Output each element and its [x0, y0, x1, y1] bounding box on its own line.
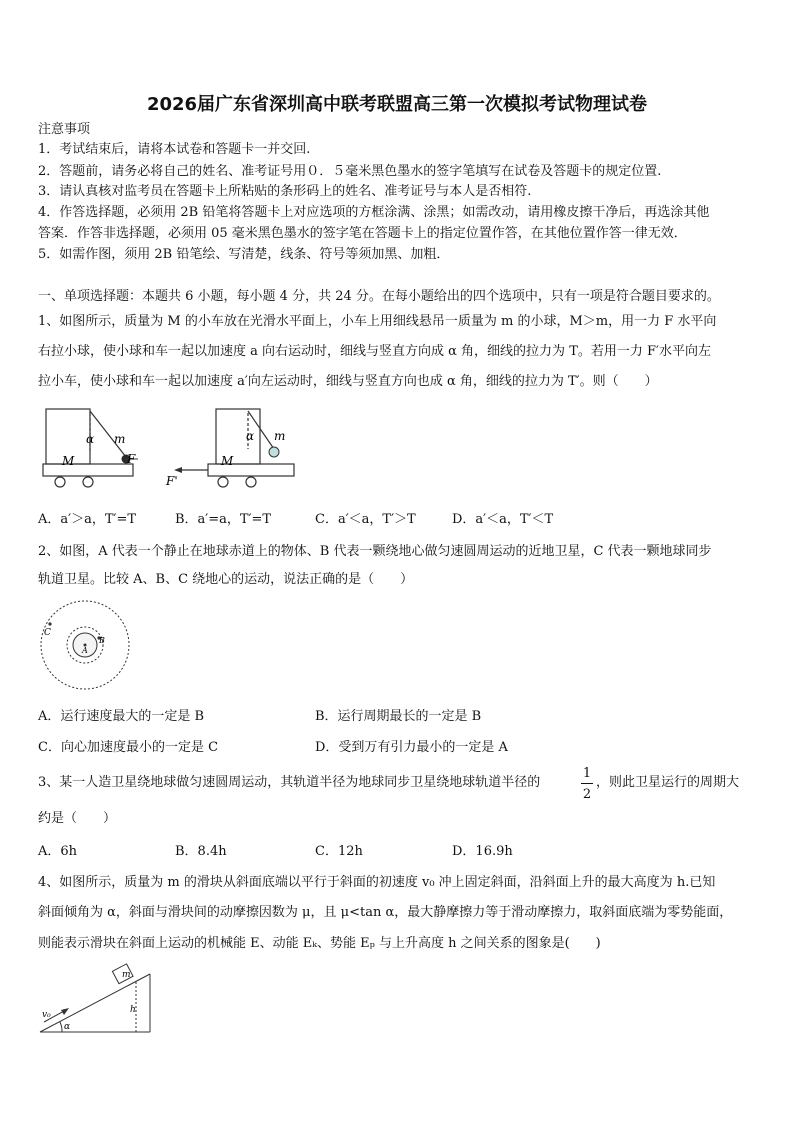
- notice-item: 3．请认真核对监考员在答题卡上所粘贴的条形码上的姓名、准考证号与本人是否相符.: [38, 184, 532, 199]
- ball-icon: [269, 447, 279, 457]
- q1-figure: [38, 405, 298, 495]
- alpha-label: α: [246, 429, 255, 443]
- m-label: m: [114, 432, 126, 446]
- F-prime-label: F': [166, 474, 178, 488]
- notice-item: 2．答题前，请务必将自己的姓名、准考证号用０．５毫米黑色墨水的签字笔填写在试卷及答题卡的规定位置.: [38, 164, 662, 179]
- label-b: B: [99, 636, 105, 645]
- option-c: C．向心加速度最小的一定是 C: [38, 740, 219, 755]
- question-text: 斜面倾角为 α，斜面与滑块间的动摩擦因数为 μ，且 μ<tan α，最大静摩擦力等于滑动摩擦力，取斜面底端为零势能面，: [38, 905, 733, 920]
- option-c: C．12h: [315, 844, 363, 859]
- fraction-denominator: 2: [582, 787, 592, 802]
- option-c: C．a′＜a，T′＞T: [315, 512, 416, 527]
- m-label: m: [274, 429, 286, 443]
- option-b: B．a′=a，T′=T: [175, 512, 272, 527]
- section-heading: 一、单项选择题：本题共 6 小题，每小题 4 分，共 24 分。在每小题给出的四个选项中，只有一项是符合题目要求的。: [38, 289, 720, 304]
- fraction-numerator: 1: [582, 766, 592, 781]
- M-label: M: [221, 454, 234, 468]
- notice-item: 1．考试结束后，请将本试卷和答题卡一并交回.: [38, 142, 311, 157]
- question-text: 4、如图所示，质量为 m 的滑块从斜面底端以平行于斜面的初速度 v₀ 冲上固定斜面，沿斜面上升的最大高度为 h.已知: [38, 875, 716, 890]
- question-text: 则能表示滑块在斜面上运动的机械能 E、动能 Eₖ、势能 Eₚ 与上升高度 h 之间关系的图象是( ): [38, 936, 601, 951]
- question-text: 2、如图，A 代表一个静止在地球赤道上的物体、B 代表一颗绕地心做匀速圆周运动的近地卫星，C 代表一颗地球同步: [38, 544, 712, 559]
- notice-heading: 注意事项: [38, 122, 91, 137]
- alpha-label: α: [86, 432, 95, 446]
- option-a: A．a′＞a，T′=T: [38, 512, 137, 527]
- F-label: F: [127, 452, 136, 466]
- q2-orbit-figure: [38, 598, 133, 693]
- fraction-bar: [581, 783, 593, 784]
- notice-item: 答案．作答非选择题，必须用 05 毫米黑色墨水的签字笔在答题卡上的指定位置作答，在其他位置作答一律无效．: [38, 226, 687, 241]
- q4-incline-figure: [38, 962, 178, 1040]
- notice-item: 5．如需作图，须用 2B 铅笔绘、写清楚，线条、符号等须加黑、加粗．: [38, 247, 450, 262]
- page-title: 2026届广东省深圳高中联考联盟高三第一次模拟考试物理试卷: [146, 94, 648, 115]
- M-label: M: [62, 454, 75, 468]
- arrow-up-right-icon: [61, 1008, 69, 1015]
- question-text: 轨道卫星。比较 A、B、C 绕地心的运动，说法正确的是（ ）: [38, 572, 414, 587]
- alpha-label: α: [64, 1022, 71, 1032]
- question-text: 约是（ ）: [38, 811, 117, 826]
- option-b: B．运行周期最长的一定是 B: [315, 709, 482, 724]
- option-a: A．运行速度最大的一定是 B: [38, 709, 205, 724]
- option-d: D．受到万有引力最小的一定是 A: [315, 740, 508, 755]
- v0-label: v₀: [42, 1010, 51, 1020]
- option-a: A．6h: [38, 844, 78, 859]
- option-b: B．8.4h: [175, 844, 227, 859]
- option-d: D．a′＜a，T′＜T: [452, 512, 554, 527]
- question-text: ，则此卫星运行的周期大: [596, 775, 740, 790]
- question-text: 拉小车，使小球和车一起以加速度 a′向左运动时，细线与竖直方向也成 α 角，细线的拉力为 T′。则（ ）: [38, 374, 658, 389]
- notice-item: 4．作答选择题，必须用 2B 铅笔将答题卡上对应选项的方框涂满、涂黑；如需改动，请用橡皮擦干净后，再选涂其他: [38, 205, 710, 220]
- question-text: 3、某一人造卫星绕地球做匀速圆周运动，其轨道半径为地球同步卫星绕地球轨道半径的: [38, 775, 541, 790]
- label-c: C: [44, 628, 51, 638]
- arrow-left-icon: [174, 467, 182, 473]
- h-label: h: [130, 1005, 136, 1015]
- label-a: A: [82, 646, 88, 655]
- m-label: m: [122, 970, 131, 980]
- question-text: 1、如图所示，质量为 M 的小车放在光滑水平面上，小车上用细线悬吊一质量为 m 的小球，M＞m，用一力 F 水平向: [38, 314, 717, 329]
- option-d: D．16.9h: [452, 844, 513, 859]
- question-text: 右拉小球，使小球和车一起以加速度 a 向右运动时，细线与竖直方向成 α 角，细线的拉力为 T。若用一力 F′水平向左: [38, 344, 711, 359]
